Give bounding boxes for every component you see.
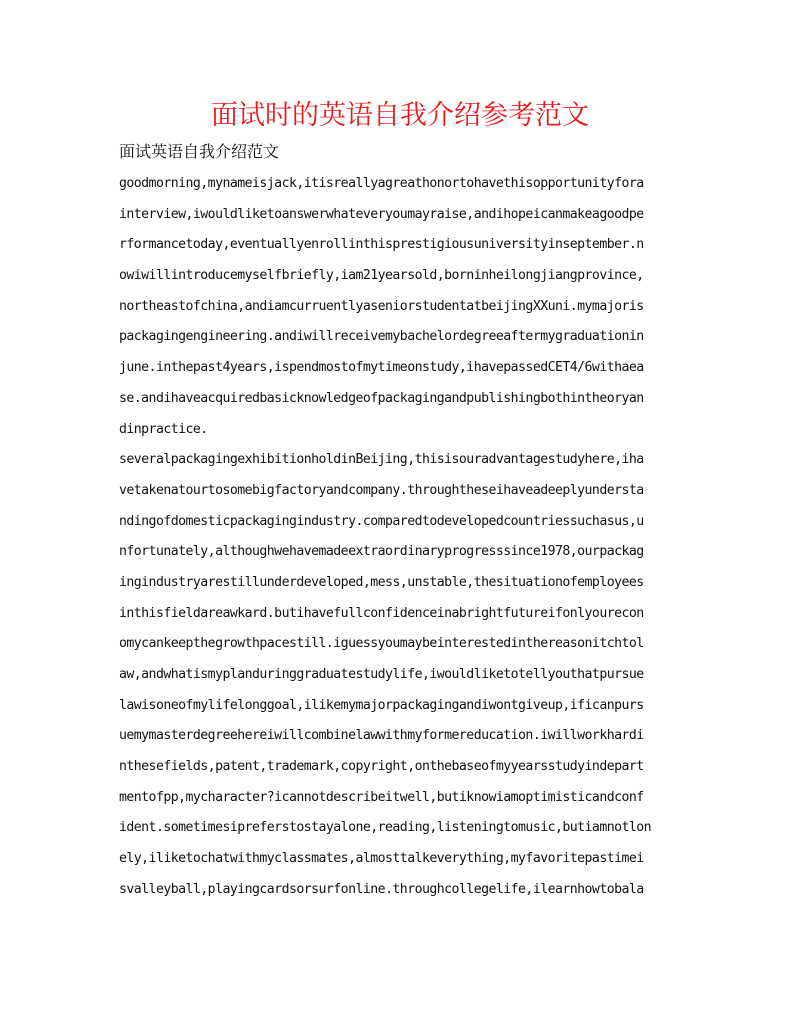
body-text-line: se.andihaveacquiredbasicknowledgeofpackagingandpublishingbothintheoryan (119, 390, 644, 406)
body-text-line: ely,iliketochatwithmyclassmates,almosttalkeverything,myfavoritepastimei (119, 851, 644, 867)
body-text-line: dinpractice. (119, 421, 208, 437)
body-text-line: severalpackagingexhibitionholdinBeijing,thisisouradvantagestudyhere,iha (119, 452, 644, 468)
body-text-line: interview,iwouldliketoanswerwhateveryoumayraise,andihopeicanmakeagoodpe (119, 206, 644, 222)
body-text-line: ndingofdomesticpackagingindustry.comparedtodevelopedcountriessuchasus,u (119, 513, 644, 529)
body-text-line: aw,andwhatismyplanduringgraduatestudylife,iwouldliketotellyouthatpursue (119, 667, 644, 682)
body-text-line: svalleyball,playingcardsorsurfonline.throughcollegelife,ilearnhowtobala (119, 881, 644, 897)
body-text-line: northeastofchina,andiamcurruentlyaseniorstudentatbeijingXXuni.mymajoris (119, 298, 644, 314)
body-text-line: nfortunately,althoughwehavemadeextraordinaryprogresssince1978,ourpackag (119, 544, 644, 560)
body-text-line: nthesefields,patent,trademark,copyright,onthebaseofmyyearsstudyindepart (119, 759, 644, 775)
body-text-line: ingindustryarestillunderdeveloped,mess,unstable,thesituationofemployees (119, 574, 644, 590)
body-text-line: vetakenatourtosomebigfactoryandcompany.throughtheseihaveadeeplyundersta (119, 482, 644, 498)
document-subtitle: 面试英语自我介绍范文 (119, 142, 280, 161)
body-text-line: rformancetoday,eventuallyenrollinthisprestigiousuniversityinseptember.n (119, 237, 644, 253)
body-text-line: lawisoneofmylifelonggoal,ilikemymajorpackagingandiwontgiveup,ificanpurs (119, 697, 644, 713)
body-text-line: owiwillintroducemyselfbriefly,iam21yearsold,borninheilongjiangprovince, (119, 268, 644, 284)
body-text-line: june.inthepast4years,ispendmostofmytimeonstudy,ihavepassedCET4/6withaea (119, 360, 644, 376)
body-text-line: inthisfieldareawkard.butihavefullconfidenceinabrightfutureifonlyourecon (119, 605, 644, 621)
body-text-line: omycankeepthegrowthpacestill.iguessyoumaybeinterestedinthereasonitchtol (119, 636, 644, 652)
body-text-line: uemymasterdegreehereiwillcombinelawwithmyformereducation.iwillworkhardi (119, 728, 644, 744)
body-text-line: goodmorning,mynameisjack,itisreallyagreathonortohavethisopportunityfora (119, 176, 644, 191)
body-text-line: packagingengineering.andiwillreceivemybachelordegreeaftermygraduationin (119, 329, 644, 345)
document-body (119, 172, 679, 909)
document-title: 面试时的英语自我介绍参考范文 (211, 100, 589, 131)
body-text-line: mentofpp,mycharacter?icannotdescribeitwell,butiknowiamoptimisticandconf (119, 789, 644, 805)
body-text-line: ident.sometimesipreferstostayalone,reading,listeningtomusic,butiamnotlon (119, 820, 652, 836)
